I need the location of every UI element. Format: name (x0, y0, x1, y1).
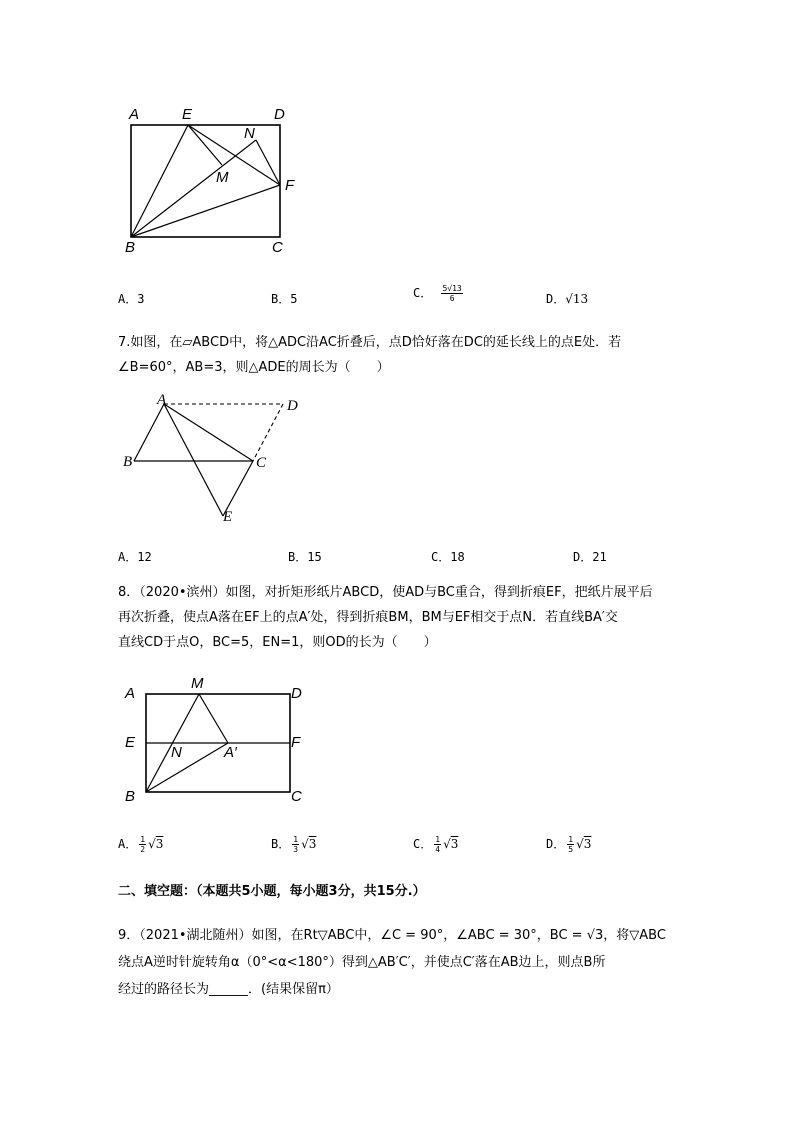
fraction-numerator: 1 (140, 835, 146, 844)
fraction (567, 835, 574, 854)
label-a: A (125, 685, 136, 702)
question-8 (118, 580, 678, 655)
fraction-denominator: 6 (449, 294, 455, 303)
label-a: A (129, 106, 140, 123)
question-number: 9． (118, 928, 140, 943)
radical: √3 (301, 837, 317, 851)
choice-key: D． (573, 550, 593, 564)
fraction (292, 835, 299, 854)
label-f: F (285, 177, 295, 194)
segment-ef (188, 125, 280, 185)
choice-d[interactable] (573, 548, 607, 565)
choice-key: C． (413, 837, 433, 851)
choice-key: A． (118, 837, 138, 851)
question-number: 7. (118, 335, 131, 350)
choice-a[interactable] (118, 290, 144, 307)
segment-ac (164, 404, 253, 461)
choice-d[interactable] (546, 290, 588, 307)
choice-a[interactable] (118, 548, 152, 565)
fraction-numerator: 1 (435, 835, 441, 844)
label-b: B (125, 239, 136, 256)
question-7-line-1 (118, 330, 678, 355)
radicand: 3 (450, 837, 459, 851)
choice-key: D． (546, 292, 566, 306)
choice-value: 5 (290, 292, 298, 306)
radicand: 3 (308, 837, 317, 851)
choice-key: A． (118, 550, 138, 564)
fraction (434, 835, 441, 854)
label-b: B (125, 788, 136, 805)
segment-ba (134, 404, 164, 461)
choice-key: A． (118, 292, 138, 306)
figure-q6 (110, 100, 310, 260)
label-d: D (291, 685, 302, 702)
question-8-line-1 (118, 580, 678, 605)
label-e: E (182, 106, 193, 123)
fraction (139, 835, 146, 854)
choice-value: 15 (307, 550, 322, 564)
question-9 (118, 922, 688, 1003)
segment-em (188, 125, 222, 165)
fraction-denominator: 3 (293, 845, 299, 854)
label-a: A (157, 392, 167, 408)
radical: √3 (443, 837, 459, 851)
fraction-numerator: 5√13 (442, 284, 462, 293)
choice-value: 21 (592, 550, 607, 564)
label-n: N (244, 125, 255, 142)
figure-q7 (110, 388, 320, 528)
label-c: C (272, 239, 283, 256)
label-a-prime: A′ (224, 744, 237, 761)
fraction (441, 284, 462, 303)
fraction-denominator: 2 (140, 845, 146, 854)
choice-key: B． (271, 837, 291, 851)
segment-ce (223, 461, 253, 516)
choice-key: D． (546, 837, 566, 851)
label-d: D (287, 398, 298, 414)
label-e: E (223, 509, 233, 525)
choice-b[interactable] (271, 290, 297, 307)
choice-b[interactable] (288, 548, 322, 565)
radical: √3 (148, 837, 164, 851)
choice-key: B． (271, 292, 291, 306)
choice-d[interactable] (546, 835, 591, 854)
choice-value: √13 (565, 292, 589, 306)
question-8-line-2: 再次折叠，使点A落在EF上的点A′处，得到折痕BM，BM与EF相交于点N．若直线BA′交 (118, 610, 618, 625)
label-c: C (256, 455, 267, 471)
label-e: E (125, 734, 136, 751)
question-9-line-1 (118, 922, 688, 949)
question-9-line-3: 经过的路径长为______．(结果保留π） (118, 982, 339, 997)
label-f: F (291, 734, 301, 751)
choice-value: 18 (450, 550, 465, 564)
question-text: 如图，在▱ABCD中，将△ADC沿AC折叠后，点D恰好落在DC的延长线上的点E处．若 (130, 335, 622, 350)
choice-c[interactable] (413, 284, 465, 303)
fraction-denominator: 5 (568, 845, 574, 854)
label-n: N (171, 744, 182, 761)
segment-ma-prime (199, 694, 228, 743)
fraction-denominator: 4 (435, 845, 441, 854)
label-d: D (274, 106, 285, 123)
segment-dc (253, 404, 283, 461)
segment-ba-prime (146, 743, 228, 792)
choice-value: 3 (137, 292, 145, 306)
question-8-line-3: 直线CD于点O，BC=5，EN=1，则OD的长为（ ） (118, 635, 437, 650)
label-m: M (191, 675, 204, 692)
question-text: （2020•滨州）如图，对折矩形纸片ABCD，使AD与BC重合，得到折痕EF，把纸片展平后 (139, 585, 653, 600)
choice-c[interactable] (431, 548, 465, 565)
choice-key: B． (288, 550, 308, 564)
label-c: C (291, 788, 302, 805)
label-b: B (123, 454, 133, 470)
choice-c[interactable] (413, 835, 458, 854)
fraction-numerator: 1 (568, 835, 574, 844)
label-m: M (216, 169, 229, 186)
question-text: （2021•湖北随州）如图，在Rt▽ABC中，∠C = 90°，∠ABC = 30°，BC = √3，将▽ABC (139, 928, 666, 943)
choice-a[interactable] (118, 835, 163, 854)
choice-value: 12 (137, 550, 152, 564)
question-number: 8． (118, 585, 140, 600)
figure-q8 (110, 670, 330, 815)
segment-bn (131, 140, 256, 237)
radicand: 3 (583, 837, 592, 851)
segment-ae (164, 404, 223, 516)
section-title: 二、填空题：（本题共5小题，每小题3分，共15分.） (118, 884, 426, 899)
question-9-line-2: 绕点A逆时针旋转角α（0°<α<180°）得到△AB′C′，并使点C′落在AB边上，则点B所 (118, 955, 606, 970)
question-7 (118, 330, 678, 380)
radicand: 3 (155, 837, 164, 851)
fraction-numerator: 1 (293, 835, 299, 844)
segment-nf (256, 140, 280, 185)
choice-key: C． (413, 286, 433, 300)
choice-key: C． (431, 550, 451, 564)
radical: √3 (576, 837, 592, 851)
question-7-line-2: ∠B=60°，AB=3，则△ADE的周长为（ ） (118, 360, 390, 375)
choice-b[interactable] (271, 835, 316, 854)
